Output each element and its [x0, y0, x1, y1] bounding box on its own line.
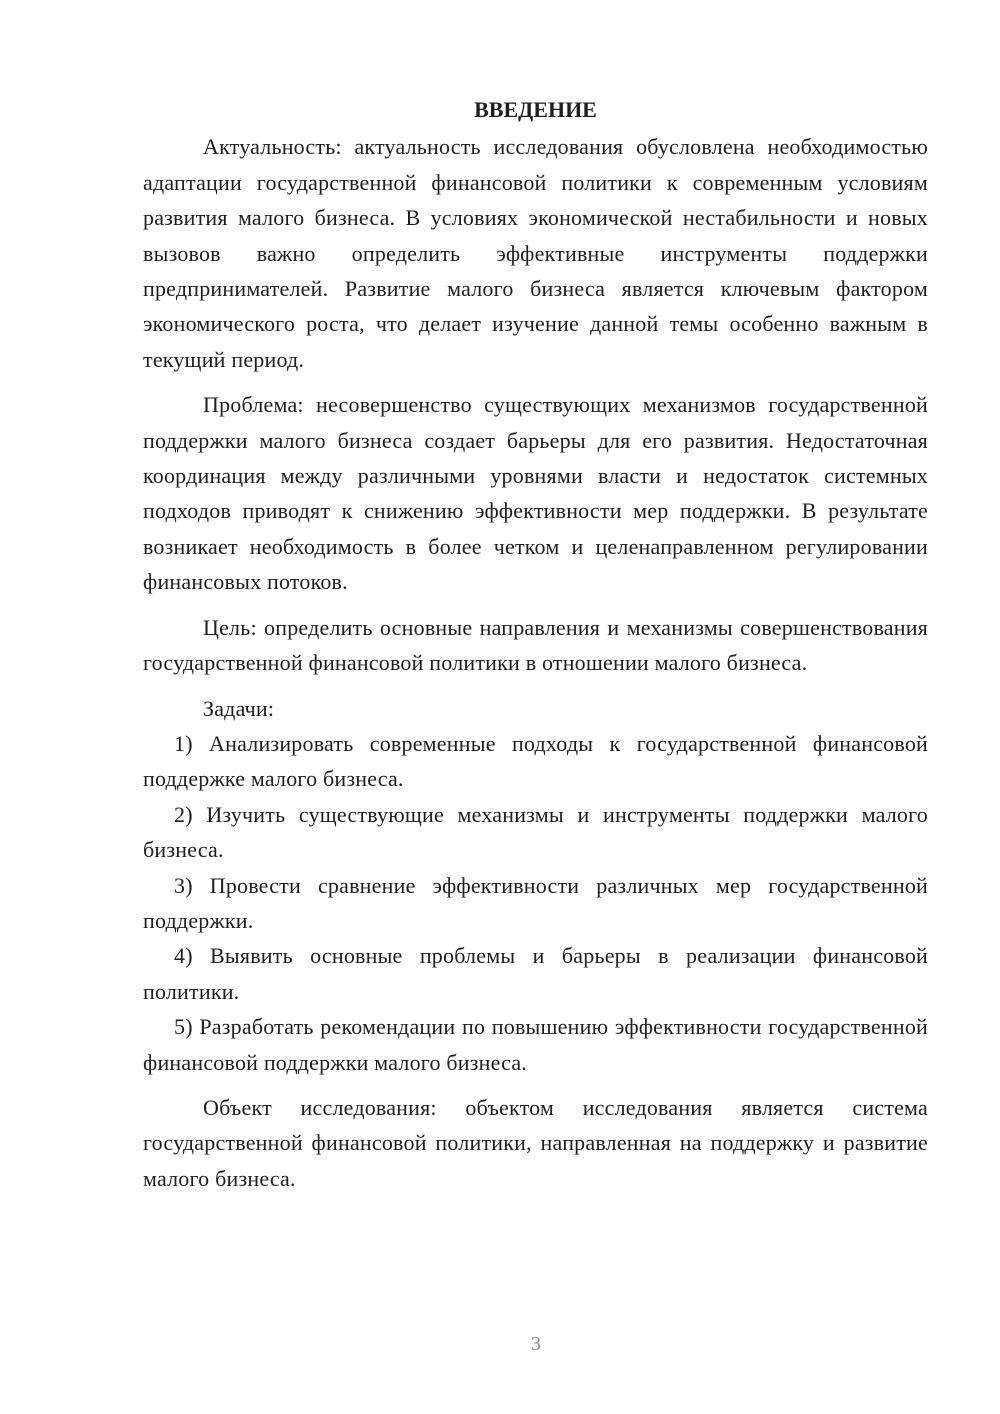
goal-paragraph: Цель: определить основные направления и механизмы совершенствования государственной финансовой политики в отношении малого бизнеса.	[143, 614, 928, 676]
task-item: 5) Разработать рекомендации по повышению эффективности государственной финансовой поддержки малого бизнеса.	[143, 1014, 928, 1075]
task-item: 2) Изучить существующие механизмы и инструменты поддержки малого бизнеса.	[143, 801, 928, 863]
page-title: ВВЕДЕНИЕ	[474, 97, 597, 122]
tasks-label: Задачи:	[203, 695, 275, 721]
problem-paragraph: Проблема: несовершенство существующих механизмов государственной поддержки малого бизнеса создает барьеры для его развития. Недостаточная координация между различными уровнями власти и недостаток системных подходов приводят к снижению эффективности мер поддержки. В результате возникает необходимость в более четком и целенаправленном регулировании финансовых потоков.	[143, 392, 928, 595]
task-item: 4) Выявить основные проблемы и барьеры в реализации финансовой политики.	[143, 943, 928, 1004]
object-paragraph: Объект исследования: объектом исследования является система государственной финансовой политики, направленная на поддержку и развитие малого бизнеса.	[143, 1094, 928, 1191]
task-item: 1) Анализировать современные подходы к государственной финансовой поддержке малого бизнеса.	[143, 730, 928, 792]
page-content	[143, 92, 928, 1196]
page-number: 3	[531, 1333, 541, 1355]
relevance-paragraph: Актуальность: актуальность исследования обусловлена необходимостью адаптации государственной финансовой политики к современным условиям развития малого бизнеса. В условиях экономической нестабильности и новых вызовов важно определить эффективные инструменты поддержки предпринимателей. Развитие малого бизнеса является ключевым фактором экономического роста, что делает изучение данной темы особенно важным в текущий период.	[143, 134, 928, 372]
task-item: 3) Провести сравнение эффективности различных мер государственной поддержки.	[143, 872, 928, 933]
